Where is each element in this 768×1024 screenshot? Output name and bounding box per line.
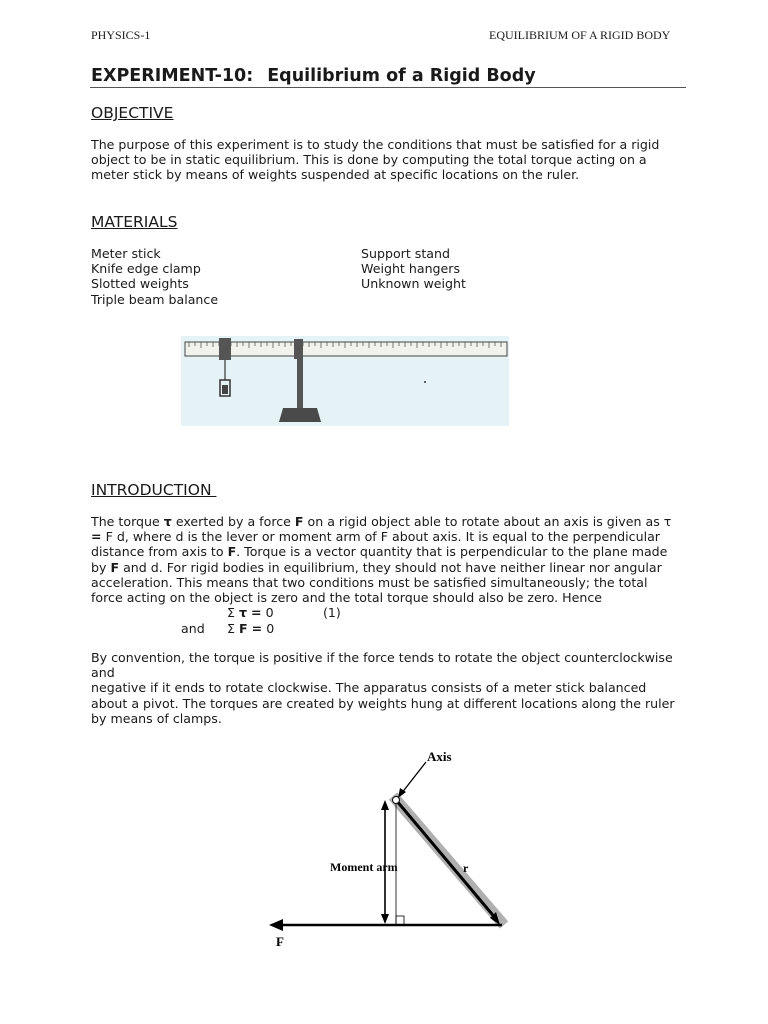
equation-torque: Σ τ = 0	[227, 605, 274, 620]
material-item: Knife edge clamp	[91, 261, 201, 277]
support-rod	[297, 356, 303, 408]
running-header-left: PHYSICS-1	[91, 28, 151, 42]
apparatus-illustration	[181, 336, 509, 426]
moment-arm-label: Moment arm	[330, 860, 398, 874]
axis-pointer	[401, 762, 426, 794]
introduction-paragraph-2	[91, 650, 675, 726]
material-item: Meter stick	[91, 246, 161, 261]
r-label: r	[463, 861, 469, 875]
intro-line: negative if it ends to rotate clockwise. The apparatus consists of a meter stick balanced	[91, 680, 647, 696]
equation-number: (1)	[323, 605, 341, 620]
moment-arm-arrow-top	[381, 800, 389, 810]
page-title	[91, 66, 536, 86]
force-label: F	[276, 934, 284, 949]
equation-and: and	[181, 621, 205, 636]
intro-line: by means of clamps.	[91, 710, 222, 726]
introduction-heading: INTRODUCTION	[91, 481, 217, 499]
materials-list-left	[91, 246, 218, 307]
intro-line: The torque τ exerted by a force F on a rigid object able to rotate about an axis is given as τ	[91, 514, 672, 529]
material-item: Triple beam balance	[91, 291, 219, 307]
slotted-weight	[222, 385, 228, 394]
running-header-right: EQUILIBRIUM OF A RIGID BODY	[489, 28, 671, 42]
introduction-paragraph-1	[91, 514, 671, 605]
objective-line: The purpose of this experiment is to study the conditions that must be satisfied for a rigid	[91, 137, 660, 152]
r-vector-line	[396, 800, 497, 920]
intro-line: distance from axis to F. Torque is a vector quantity that is perpendicular to the plane made	[91, 544, 668, 560]
title-divider	[90, 87, 686, 88]
objective-paragraph	[91, 137, 659, 183]
materials-list-right	[361, 246, 466, 292]
equation-force: Σ F = 0	[227, 621, 275, 636]
force-arrowhead	[269, 919, 283, 931]
intro-line: force acting on the object is zero and the total torque should also be zero. Hence	[91, 590, 603, 606]
speck	[424, 381, 426, 383]
intro-line: By convention, the torque is positive if the force tends to rotate the object counterclockwise	[91, 650, 673, 665]
material-item: Unknown weight	[361, 276, 466, 292]
support-stand-base	[279, 408, 321, 422]
objective-line: object to be in static equilibrium. This is done by computing the total torque acting on a	[91, 152, 647, 168]
title-prefix: EXPERIMENT-10:	[91, 66, 254, 86]
intro-line: by F and d. For rigid bodies in equilibrium, they should not have neither linear nor angular	[91, 559, 662, 575]
left-clamp	[219, 338, 231, 360]
axis-label: Axis	[427, 749, 452, 764]
intro-line: and	[91, 665, 115, 681]
material-item: Support stand	[361, 246, 450, 261]
title-text: Equilibrium of a Rigid Body	[267, 66, 536, 86]
moment-arm-arrow-bottom	[381, 914, 389, 924]
objective-line: meter stick by means of weights suspended at specific locations on the ruler.	[91, 167, 580, 183]
materials-heading: MATERIALS	[91, 213, 178, 231]
intro-line: = F d, where d is the lever or moment arm of F about axis. It is equal to the perpendicular	[91, 529, 660, 545]
intro-line: about a pivot. The torques are created by weights hung at different locations along the ruler	[91, 695, 675, 711]
torque-diagram	[260, 740, 540, 960]
material-item: Weight hangers	[361, 261, 461, 277]
intro-line: acceleration. This means that two conditions must be satisfied simultaneously; the total	[91, 574, 648, 590]
objective-heading: OBJECTIVE	[91, 104, 174, 122]
material-item: Slotted weights	[91, 276, 189, 292]
right-angle-mark	[396, 916, 404, 925]
